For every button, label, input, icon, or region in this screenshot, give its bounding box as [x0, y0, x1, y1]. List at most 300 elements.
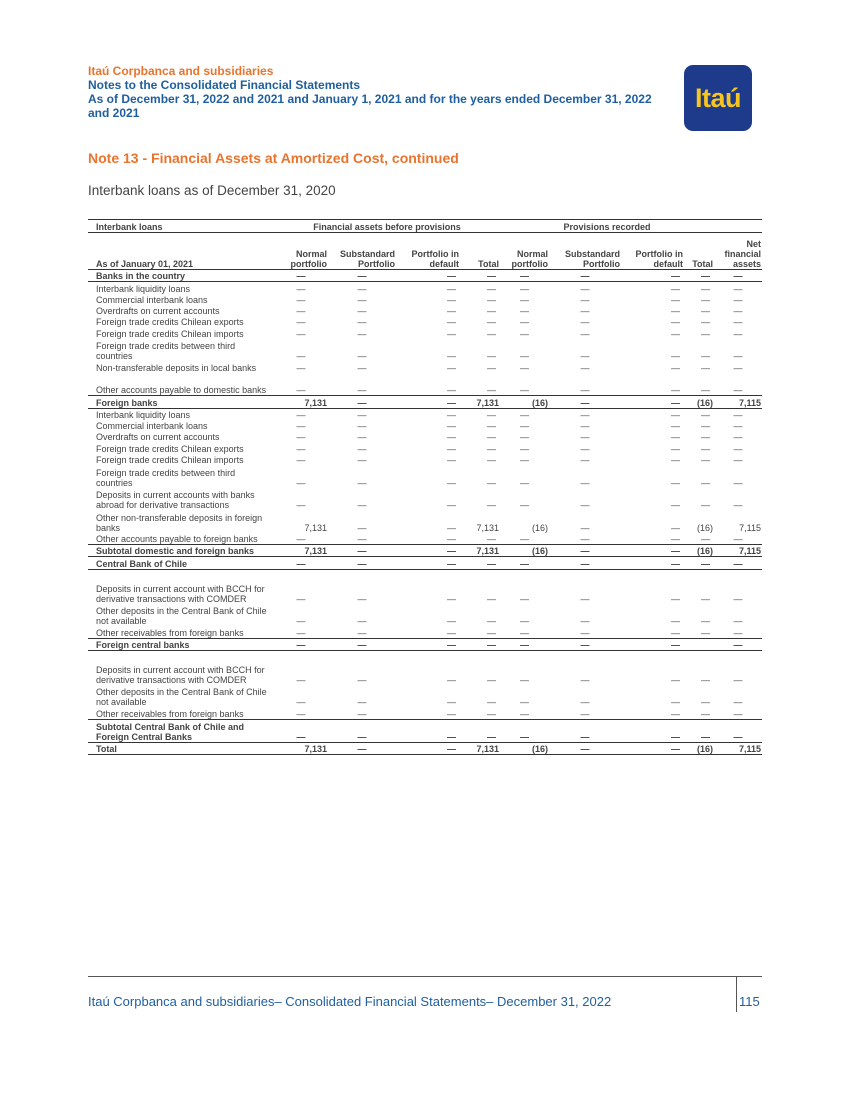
cell-value: — — [733, 443, 743, 454]
table-row — [88, 420, 762, 431]
cell-value: — — [447, 283, 456, 294]
cell-value: — — [580, 294, 590, 305]
cell-value: — — [487, 432, 496, 443]
cell-value: — — [487, 362, 496, 373]
footer-divider — [88, 976, 762, 977]
cell-value: — — [357, 697, 367, 708]
cell-value: — — [500, 626, 549, 638]
table-row — [88, 638, 762, 650]
cell-value: — — [580, 421, 590, 432]
cell-value: — — [447, 674, 456, 685]
cell-value: — — [733, 674, 743, 685]
table-row — [88, 396, 762, 408]
cell-value: — — [447, 409, 456, 420]
row-label: Other receivables from foreign banks — [88, 707, 274, 719]
cell-value: (16) — [684, 743, 714, 755]
row-label: Other accounts payable to domestic banks — [88, 373, 274, 396]
cell-value: — — [487, 593, 496, 604]
cell-value: — — [733, 328, 743, 339]
cell-value: — — [671, 283, 680, 294]
cell-value: — — [520, 500, 529, 511]
cell-value: — — [580, 306, 590, 317]
cell-value: 7,115 — [714, 743, 762, 755]
cell-value: — — [733, 283, 743, 294]
cell-value: — — [701, 697, 711, 708]
cell-value: — — [460, 373, 500, 396]
note-title: Note 13 - Financial Assets at Amortized Cost, continued — [88, 150, 459, 166]
cell-value: — — [487, 351, 496, 362]
table-row — [88, 442, 762, 453]
row-label: Foreign trade credits between third countries — [96, 467, 236, 488]
cell-value: — — [580, 593, 590, 604]
cell-value: — — [520, 455, 529, 466]
cell-value: — — [357, 294, 367, 305]
cell-value: — — [357, 455, 367, 466]
cell-value: — — [447, 328, 456, 339]
cell-value: — — [447, 593, 456, 604]
cell-value: — — [621, 743, 684, 755]
cell-value: — — [274, 557, 328, 569]
row-label: Overdrafts on current accounts — [96, 432, 220, 443]
cell-value: — — [621, 396, 684, 408]
cell-value: 7,115 — [714, 545, 762, 557]
cell-value: — — [487, 409, 496, 420]
row-label: Other deposits in the Central Bank of Chile not available — [96, 687, 267, 708]
table-row — [88, 707, 762, 719]
cell-value: — — [447, 362, 456, 373]
cell-value: — — [684, 707, 714, 719]
cell-value: 7,115 — [714, 396, 762, 408]
cell-value: — — [328, 557, 396, 569]
table-row — [88, 270, 762, 282]
cell-value: — — [701, 283, 711, 294]
cell-value: — — [296, 593, 306, 604]
cell-value: — — [487, 294, 496, 305]
cell-value: — — [487, 697, 496, 708]
cell-value: — — [671, 328, 680, 339]
cell-value: — — [714, 557, 762, 569]
cell-value: — — [396, 743, 460, 755]
cell-value: — — [296, 409, 306, 420]
cell-value: — — [549, 373, 621, 396]
cell-value: — — [296, 477, 306, 488]
cell-value: 7,131 — [274, 743, 328, 755]
cell-value — [684, 638, 714, 650]
cell-value: — — [487, 283, 496, 294]
row-label: Other non-transferable deposits in foreign banks — [96, 512, 263, 533]
cell-value: — — [520, 697, 529, 708]
cell-value: — — [580, 328, 590, 339]
cell-value: — — [733, 421, 743, 432]
column-header-substandard-portfolio: Substandard Portfolio — [328, 233, 396, 270]
cell-value: — — [328, 638, 396, 650]
table-row — [88, 743, 762, 755]
row-label: Banks in the country — [88, 270, 274, 282]
column-header-as-of: As of January 01, 2021 — [88, 233, 274, 270]
table-row — [88, 533, 762, 545]
cell-value: — — [447, 306, 456, 317]
cell-value: — — [580, 351, 590, 362]
cell-value: — — [328, 270, 396, 282]
cell-value: (16) — [500, 545, 549, 557]
cell-value: — — [487, 443, 496, 454]
cell-value: — — [447, 500, 456, 511]
cell-value: — — [714, 373, 762, 396]
cell-value: — — [460, 557, 500, 569]
group-header-label: Interbank loans — [88, 220, 274, 233]
row-label: Interbank liquidity loans — [96, 409, 191, 420]
cell-value: — — [500, 533, 549, 545]
cell-value: — — [487, 328, 496, 339]
cell-value: — — [621, 626, 684, 638]
cell-value: — — [447, 351, 456, 362]
cell-value: — — [701, 328, 711, 339]
cell-value: — — [460, 270, 500, 282]
cell-value: — — [274, 638, 328, 650]
cell-value: — — [580, 697, 590, 708]
cell-value: — — [701, 432, 711, 443]
column-header-prov-total: Total — [684, 233, 714, 270]
cell-value: — — [296, 351, 306, 362]
cell-value: — — [549, 533, 621, 545]
cell-value: — — [701, 477, 711, 488]
table-subtitle: Interbank loans as of December 31, 2020 — [88, 183, 336, 198]
cell-value: — — [621, 545, 684, 557]
cell-value: (16) — [500, 396, 549, 408]
cell-value: — — [328, 533, 396, 545]
cell-value: — — [274, 719, 328, 743]
cell-value: — — [701, 443, 711, 454]
table-row — [88, 685, 762, 708]
cell-value: — — [357, 283, 367, 294]
cell-value: — — [274, 707, 328, 719]
cell-value: — — [460, 707, 500, 719]
cell-value: 7,131 — [274, 396, 328, 408]
cell-value: — — [520, 477, 529, 488]
cell-value: — — [487, 455, 496, 466]
cell-value: — — [580, 443, 590, 454]
cell-value: — — [447, 455, 456, 466]
cell-value: — — [460, 638, 500, 650]
cell-value: — — [580, 616, 590, 627]
cell-value: — — [296, 455, 306, 466]
cell-value: — — [296, 616, 306, 627]
column-header-normal-portfolio: Normal portfolio — [274, 233, 328, 270]
logo-text: Itaú — [694, 82, 741, 113]
cell-value: — — [274, 373, 328, 396]
row-label: Subtotal Central Bank of Chile and Foreign Central Banks — [88, 719, 274, 743]
cell-value: — — [621, 638, 684, 650]
cell-value: — — [549, 557, 621, 569]
table-row — [88, 431, 762, 442]
table-row — [88, 719, 762, 743]
cell-value: — — [671, 409, 680, 420]
cell-value: — — [733, 294, 743, 305]
cell-value: — — [274, 533, 328, 545]
row-label: Foreign central banks — [88, 638, 274, 650]
cell-value: — — [684, 373, 714, 396]
company-name: Itaú Corpbanca and subsidiaries — [88, 64, 274, 78]
cell-value: — — [621, 270, 684, 282]
cell-value: 7,131 — [476, 522, 499, 533]
cell-value: — — [274, 626, 328, 638]
column-header-prov-portfolio-in-default: Portfolio in default — [621, 233, 684, 270]
cell-value: — — [701, 593, 711, 604]
row-label: Interbank liquidity loans — [96, 283, 191, 294]
cell-value: — — [520, 283, 529, 294]
cell-value: — — [396, 545, 460, 557]
row-label: Deposits in current accounts with banks abroad for derivative transactions — [96, 490, 255, 511]
cell-value: — — [500, 719, 549, 743]
cell-value: — — [671, 432, 680, 443]
cell-value: — — [520, 421, 529, 432]
row-label: Total — [88, 743, 274, 755]
row-label: Non-transferable deposits in local banks — [96, 362, 257, 373]
group-header-blank — [714, 220, 762, 233]
cell-value: — — [549, 638, 621, 650]
cell-value: — — [580, 522, 590, 533]
cell-value: — — [328, 626, 396, 638]
cell-value: — — [296, 674, 306, 685]
cell-value: — — [520, 593, 529, 604]
cell-value: — — [296, 697, 306, 708]
cell-value: — — [296, 443, 306, 454]
cell-value: — — [684, 719, 714, 743]
cell-value: — — [701, 351, 711, 362]
cell-value: — — [580, 455, 590, 466]
cell-value: — — [671, 674, 680, 685]
cell-value: — — [296, 283, 306, 294]
cell-value: — — [396, 533, 460, 545]
cell-value: — — [671, 522, 680, 533]
cell-value: — — [357, 432, 367, 443]
cell-value: — — [396, 270, 460, 282]
column-header-prov-normal-portfolio: Normal portfolio — [500, 233, 549, 270]
table-row — [88, 373, 762, 396]
cell-value: — — [447, 522, 456, 533]
row-label: Deposits in current account with BCCH for derivative transactions with COMDER — [96, 664, 265, 685]
row-label: Subtotal domestic and foreign banks — [88, 545, 274, 557]
cell-value: — — [671, 421, 680, 432]
cell-value: — — [460, 626, 500, 638]
cell-value: — — [671, 500, 680, 511]
cell-value: — — [487, 317, 496, 328]
cell-value: — — [487, 306, 496, 317]
column-header-row — [88, 233, 762, 270]
cell-value: — — [684, 270, 714, 282]
cell-value: — — [296, 432, 306, 443]
cell-value: — — [396, 396, 460, 408]
cell-value: — — [701, 294, 711, 305]
footer-text: Itaú Corpbanca and subsidiaries– Consolidated Financial Statements– December 31, 2022 — [88, 994, 612, 1009]
cell-value: — — [621, 707, 684, 719]
cell-value: — — [328, 719, 396, 743]
cell-value: — — [500, 707, 549, 719]
cell-value: — — [580, 432, 590, 443]
document-header — [88, 64, 688, 120]
cell-value: — — [671, 294, 680, 305]
cell-value: — — [714, 270, 762, 282]
cell-value: — — [671, 616, 680, 627]
cell-value: — — [520, 328, 529, 339]
cell-value: — — [549, 719, 621, 743]
cell-value: — — [671, 455, 680, 466]
cell-value: — — [357, 421, 367, 432]
cell-value: — — [296, 294, 306, 305]
cell-value: — — [357, 306, 367, 317]
group-header-row — [88, 220, 762, 233]
column-header-net-financial-assets: Net financial assets — [714, 233, 762, 270]
cell-value: — — [487, 616, 496, 627]
column-header-total: Total — [460, 233, 500, 270]
row-label: Other receivables from foreign banks — [88, 626, 274, 638]
table-row — [88, 510, 762, 533]
cell-value: — — [671, 477, 680, 488]
row-label: Overdrafts on current accounts — [96, 306, 220, 317]
cell-value: — — [684, 533, 714, 545]
cell-value: — — [500, 270, 549, 282]
cell-value: — — [357, 674, 367, 685]
cell-value: — — [396, 707, 460, 719]
table-row — [88, 557, 762, 569]
cell-value: — — [487, 477, 496, 488]
cell-value: — — [733, 455, 743, 466]
cell-value: — — [520, 351, 529, 362]
cell-value: — — [396, 719, 460, 743]
cell-value: — — [357, 593, 367, 604]
cell-value: — — [549, 545, 621, 557]
cell-value: — — [396, 557, 460, 569]
cell-value: — — [671, 306, 680, 317]
cell-value: — — [520, 306, 529, 317]
table-row — [88, 339, 762, 362]
cell-value: — — [733, 697, 743, 708]
cell-value: — — [328, 396, 396, 408]
cell-value: — — [357, 317, 367, 328]
cell-value: — — [357, 500, 367, 511]
row-label: Deposits in current account with BCCH for derivative transactions with COMDER — [96, 583, 265, 604]
cell-value: — — [447, 294, 456, 305]
cell-value: — — [460, 533, 500, 545]
cell-value: — — [714, 719, 762, 743]
cell-value: — — [487, 500, 496, 511]
cell-value: — — [671, 697, 680, 708]
cell-value: — — [520, 443, 529, 454]
cell-value: — — [357, 409, 367, 420]
table-row — [88, 488, 762, 511]
cell-value: — — [580, 283, 590, 294]
cell-value: — — [733, 500, 743, 511]
cell-value: — — [520, 616, 529, 627]
cell-value: 7,131 — [460, 545, 500, 557]
cell-value: — — [487, 674, 496, 685]
cell-value: — — [357, 522, 367, 533]
cell-value: — — [500, 373, 549, 396]
table-row — [88, 408, 762, 420]
cell-value: — — [447, 421, 456, 432]
cell-value: — — [328, 743, 396, 755]
cell-value: — — [296, 421, 306, 432]
table-row — [88, 282, 762, 294]
cell-value: — — [357, 351, 367, 362]
row-label: Foreign trade credits between third countries — [96, 341, 236, 362]
cell-value: — — [621, 373, 684, 396]
cell-value: — — [671, 351, 680, 362]
table-row — [88, 361, 762, 372]
row-label: Foreign banks — [88, 396, 274, 408]
cell-value: — — [701, 421, 711, 432]
cell-value: (16) — [500, 743, 549, 755]
cell-value: — — [714, 626, 762, 638]
cell-value: — — [447, 477, 456, 488]
table-row — [88, 327, 762, 338]
cell-value: — — [296, 500, 306, 511]
cell-value: — — [296, 328, 306, 339]
cell-value: — — [580, 362, 590, 373]
cell-value: — — [328, 545, 396, 557]
cell-value: — — [396, 638, 460, 650]
row-label: Other deposits in the Central Bank of Chile not available — [96, 606, 267, 627]
cell-value: — — [549, 396, 621, 408]
cell-value: — — [580, 500, 590, 511]
row-label: Foreign trade credits Chilean imports — [96, 328, 244, 339]
cell-value: — — [549, 743, 621, 755]
cell-value: — — [714, 638, 762, 650]
cell-value: — — [396, 626, 460, 638]
cell-value: (16) — [684, 396, 714, 408]
cell-value: 7,131 — [460, 396, 500, 408]
cell-value: — — [296, 306, 306, 317]
cell-value: — — [733, 317, 743, 328]
cell-value: — — [447, 443, 456, 454]
header-line-2: As of December 31, 2022 and 2021 and January 1, 2021 and for the years ended December 31, 2022 — [88, 92, 652, 106]
cell-value: 7,131 — [460, 743, 500, 755]
cell-value: (16) — [697, 522, 714, 533]
cell-value: — — [701, 362, 711, 373]
row-label: Central Bank of Chile — [88, 557, 274, 569]
cell-value: 7,115 — [739, 522, 762, 533]
cell-value: — — [520, 362, 529, 373]
header-line-3: and 2021 — [88, 106, 140, 120]
table-body — [88, 270, 762, 755]
cell-value: — — [684, 626, 714, 638]
cell-value: — — [500, 557, 549, 569]
cell-value: — — [549, 270, 621, 282]
cell-value: — — [733, 616, 743, 627]
cell-value: — — [520, 674, 529, 685]
row-label: Foreign trade credits Chilean exports — [96, 317, 244, 328]
cell-value: — — [701, 674, 711, 685]
cell-value: — — [520, 294, 529, 305]
cell-value: — — [549, 626, 621, 638]
cell-value: — — [460, 719, 500, 743]
row-label: Commercial interbank loans — [96, 294, 208, 305]
cell-value: — — [671, 593, 680, 604]
cell-value: — — [733, 306, 743, 317]
cell-value: 7,131 — [304, 522, 327, 533]
row-label: Foreign trade credits Chilean imports — [96, 455, 244, 466]
cell-value: — — [701, 306, 711, 317]
cell-value: — — [357, 443, 367, 454]
cell-value: — — [447, 432, 456, 443]
row-label: Other accounts payable to foreign banks — [88, 533, 274, 545]
cell-value: — — [733, 477, 743, 488]
cell-value: — — [671, 362, 680, 373]
cell-value: — — [520, 432, 529, 443]
cell-value: — — [396, 373, 460, 396]
cell-value: — — [447, 697, 456, 708]
cell-value: — — [733, 409, 743, 420]
